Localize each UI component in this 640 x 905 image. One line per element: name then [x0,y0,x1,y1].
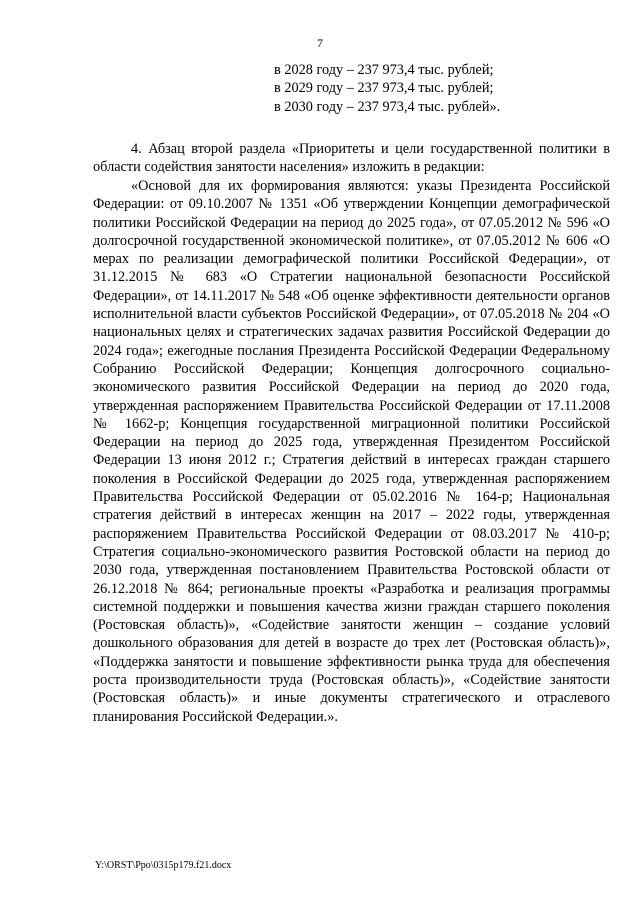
budget-line-2028: в 2028 году – 237 973,4 тыс. рублей; [274,62,494,78]
clause-body: «Основой для их формирования являются: указы Президента Российской Федерации: от 09.10.2007 № 1351 «Об утверждении Концепции демографической политики Российской Федерации на период до 2025 года», от 07.05.2012 № 596 «О долгосрочной государственной экономической политике», от 07.05.2012 № 606 «О мерах по реализации демографической политики Российской Федерации», от 31.12.2015 № 683 «О Стратегии национальной безопасности Российской Федерации», от 14.11.2017 № 548 «Об оценке эффективности деятельности органов исполнительной власти субъектов Российской Федерации», от 07.05.2018 № 204 «О национальных целях и стратегических задачах развития Российской Федерации до 2024 года»; ежегодные послания Президента Российской Федерации Федеральному Собранию Российской Федерации; Концепция долгосрочного социально-экономического развития Российской Федерации на период до 2020 года, утвержденная распоряжением Правительства Российской Федерации от 17.11.2008 № 1662-р; Концепция государственной миграционной политики Российской Федерации на период до 2025 года, утвержденная Президентом Российской Федерации 13 июня 2012 г.; Стратегия действий в интересах граждан старшего поколения в Российской Федерации до 2025 года, утвержденная распоряжением Правительства Российской Федерации от 05.02.2016 № 164-р; Национальная стратегия действий в интересах женщин на 2017 – 2022 годы, утвержденная распоряжением Правительства Российской Федерации от 08.03.2017 № 410-р; Стратегия социально-экономического развития Ростовской области на период до 2030 года, утвержденная постановлением Правительства Ростовской области от 26.12.2018 № 864; региональные проекты «Разработка и реализация программы системной поддержки и повышения качества жизни граждан старшего поколения (Ростовская область)», «Содействие занятости женщин – создание условий дошкольного образования для детей в возрасте до трех лет (Ростовская область)», «Поддержка занятости и повышение эффективности рынка труда для обеспечения роста производительности труда (Ростовская область)», «Содействие занятости (Ростовская область)» и иные документы стратегического и отраслевого планирования Российской Федерации.». [93,178,610,725]
page-number: 7 [317,36,323,50]
budget-line-2030: в 2030 году – 237 973,4 тыс. рублей». [274,98,501,115]
budget-lines [274,61,500,116]
footer-file-path: Y:\ORST\Ppo\0315p179.f21.docx [95,860,232,871]
budget-line-2029: в 2029 году – 237 973,4 тыс. рублей; [274,80,494,97]
clause-heading: 4. Абзац второй раздела «Приоритеты и цели государственной политики в области содействия занятости населения» изложить в редакции: [93,141,610,176]
